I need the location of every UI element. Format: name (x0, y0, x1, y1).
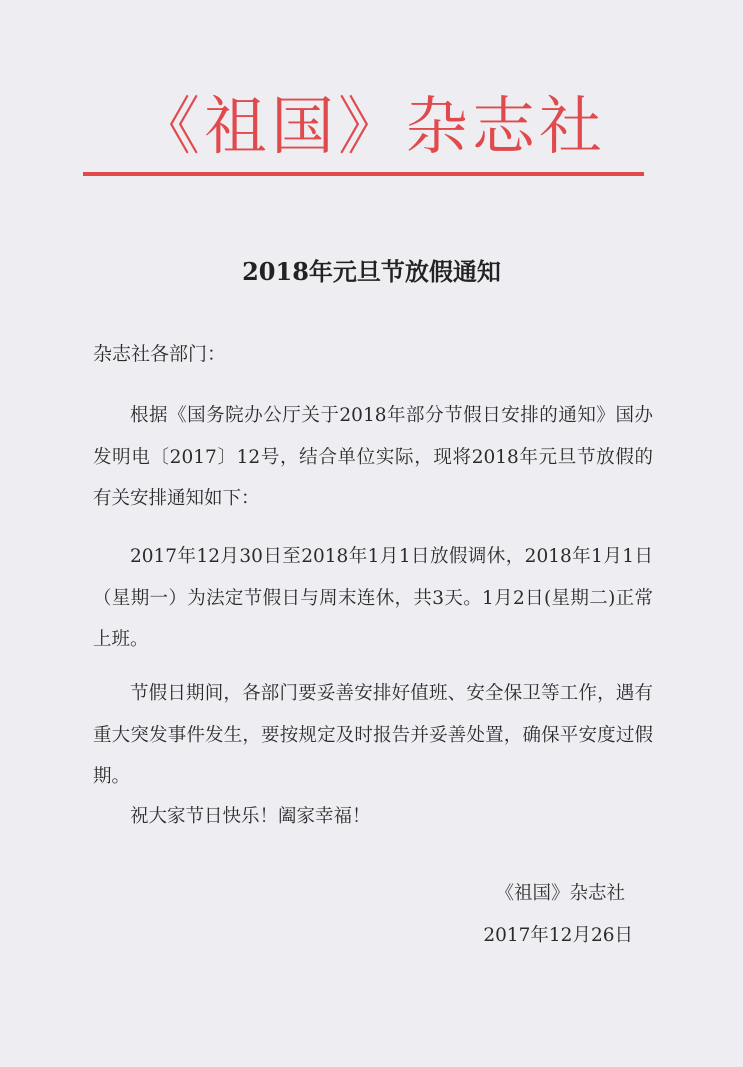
document-title: 2018年元旦节放假通知 (242, 257, 501, 286)
masthead-title: 《祖国》杂志社 (137, 90, 606, 163)
paragraph-intro: 根据《国务院办公厅关于2018年部分节假日安排的通知》国办发明电〔2017〕12号，结合单位实际，现将2018年元旦节放假的有关安排通知如下： (93, 405, 653, 509)
red-header-rule (83, 172, 644, 176)
paragraph-greeting: 祝大家节日快乐！阖家幸福！ (130, 806, 371, 827)
paragraph-schedule: 2017年12月30日至2018年1月1日放假调休，2018年1月1日（星期一）为法定节假日与周末连休，共3天。1月2日(星期二)正常上班。 (93, 546, 653, 650)
paragraph-duty: 节假日期间，各部门要妥善安排好值班、安全保卫等工作，遇有重大突发事件发生，要按规定及时报告并妥善处置，确保平安度过假期。 (93, 683, 653, 787)
signature-organization: 《祖国》杂志社 (495, 883, 625, 904)
salutation: 杂志社各部门： (93, 343, 227, 365)
signature-date: 2017年12月26日 (483, 925, 633, 946)
